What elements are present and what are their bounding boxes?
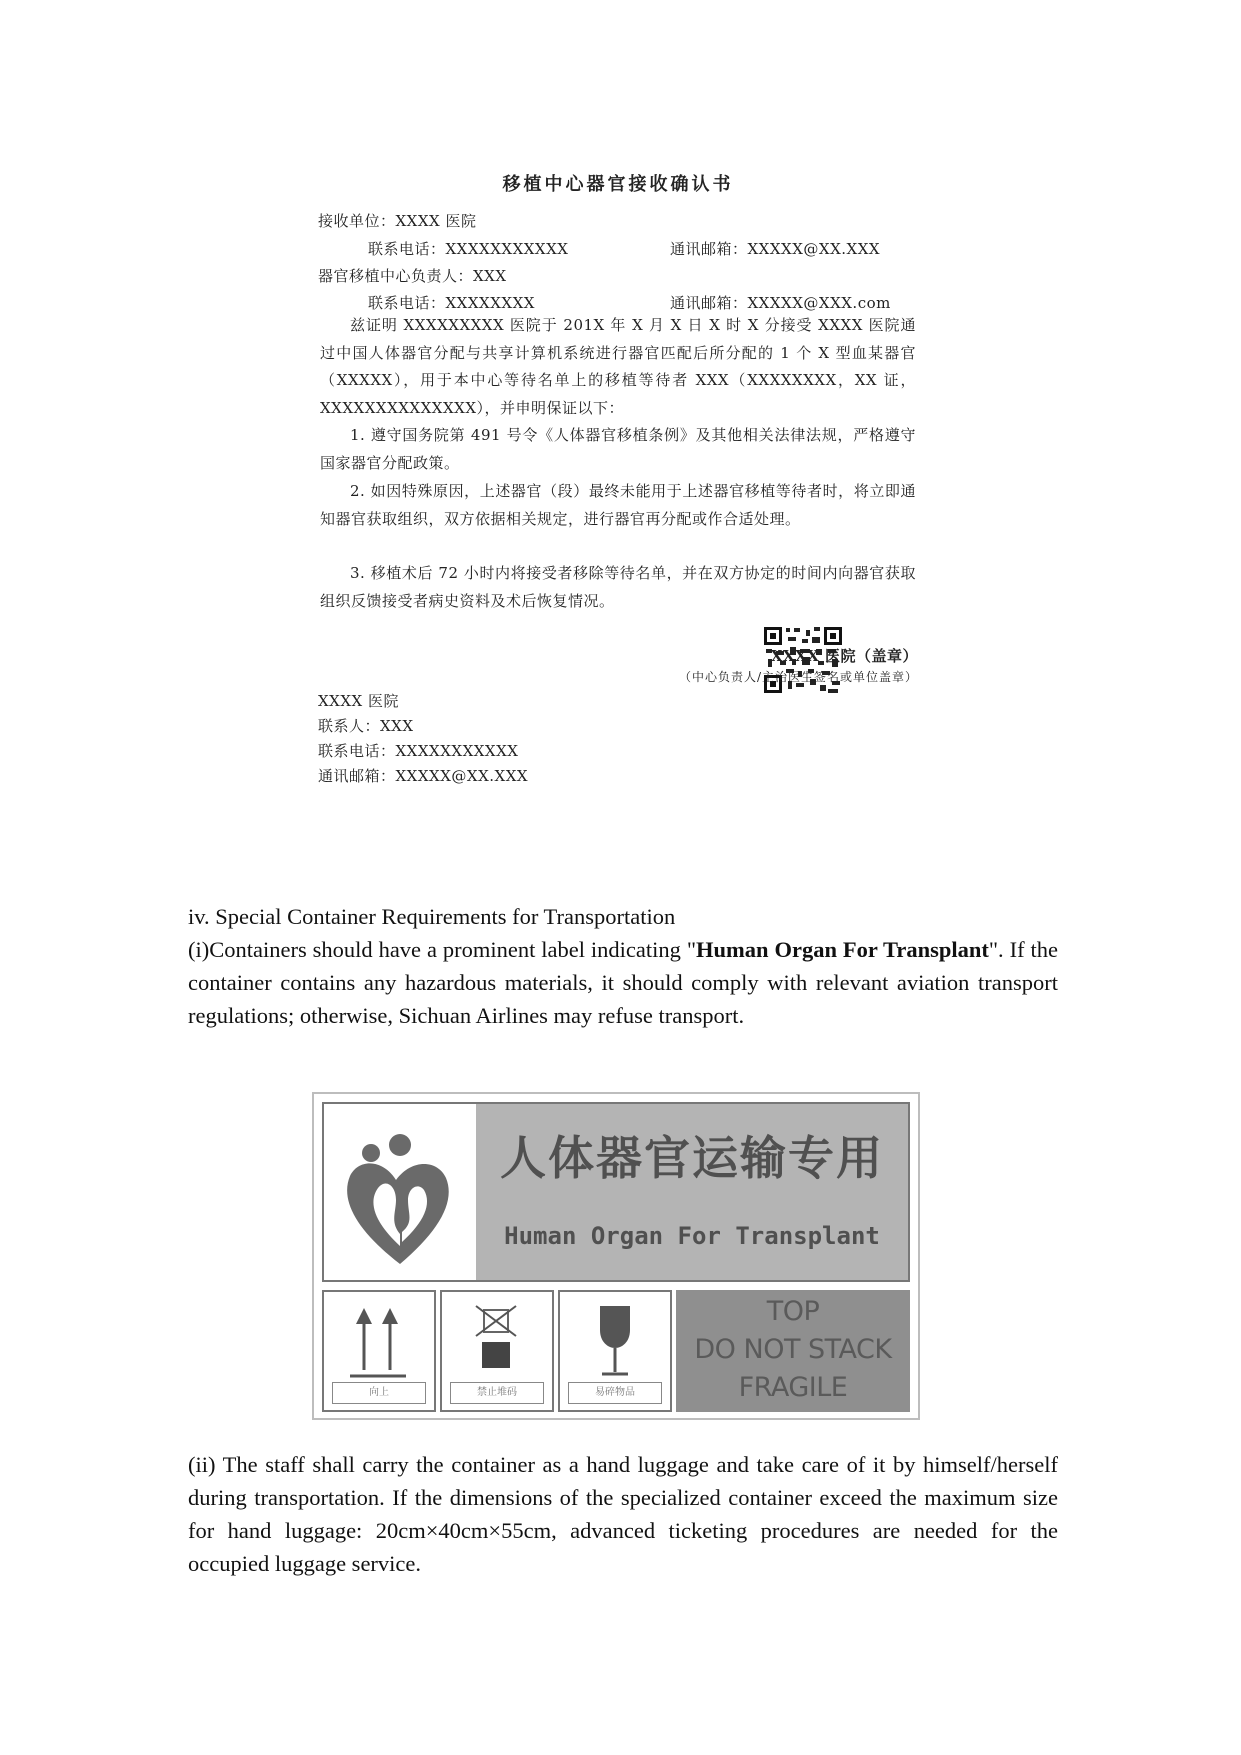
label-title-panel: [476, 1104, 908, 1280]
do-not-stack-icon: [442, 1296, 552, 1386]
center-contact: 联系电话：XXXXXXXX: [368, 294, 535, 312]
label-title-en: Human Organ For Transplant: [504, 1222, 880, 1250]
section-heading: iv. Special Container Requirements for Transportation: [188, 904, 676, 929]
footer-hospital: XXXX 医院: [318, 692, 399, 710]
organ-transport-label: [312, 1092, 920, 1420]
footer-phone: 联系电话：XXXXXXXXXXX: [318, 742, 519, 760]
certificate-intro: 兹证明 XXXXXXXXX 医院于 201X 年 X 月 X 日 X 时 X 分接受 XXXX 医院通过中国人体器官分配与共享计算机系统进行器官匹配后所分配的 1 个 X 型血某器官（XXXXX），用于本中心等待名单上的移植等待者 XXX（XXXXXXXX，XX 证，XXXXXXXXXXXXXX），并申明保证以下：: [320, 316, 916, 417]
seal-note: （中心负责人/主治医生签名或单位盖章）: [678, 670, 918, 684]
center-head: 器官移植中心负责人：XXX: [318, 267, 507, 285]
this-way-up-icon: [324, 1296, 434, 1386]
footer-email: 通讯邮箱：XXXXX@XX.XXX: [318, 767, 529, 785]
certificate-item-2: 2. 如因特殊原因，上述器官（段）最终未能用于上述器官移植等待者时，将立即通知器官获取组织，双方依据相关规定，进行器官再分配或作合适处理。: [320, 482, 916, 528]
certificate-item-3: 3. 移植术后 72 小时内将接受者移除等待名单，并在双方协定的时间内向器官获取组织反馈接受者病史资料及术后恢复情况。: [320, 564, 916, 610]
label-name-bold: Human Organ For Transplant: [696, 937, 989, 962]
symbol-fragile-caption: 易碎物品: [568, 1382, 662, 1404]
paragraph-ii: (ii) The staff shall carry the container as a hand luggage and take care of it by himself/herself during transportation. If the dimensions of the specialized container exceed the maximum size for hand luggage: 20cm×40cm×55cm, advanced ticketing procedures are needed for the occupied luggage service.: [188, 1452, 1058, 1576]
receiver-unit: 接收单位：XXXX 医院: [318, 212, 477, 230]
certificate-title: 移植中心器官接收确认书: [502, 174, 734, 195]
symbol-this-way-up: [322, 1290, 436, 1412]
handling-top: TOP: [766, 1296, 820, 1327]
symbol-fragile: [558, 1290, 672, 1412]
center-email: 通讯邮箱：XXXXX@XXX.com: [670, 294, 891, 312]
certificate-item-1: 1. 遵守国务院第 491 号令《人体器官移植条例》及其他相关法律法规，严格遵守国家器官分配政策。: [320, 426, 916, 472]
fragile-glass-icon: [560, 1296, 670, 1386]
footer-contact-person: 联系人：XXX: [318, 717, 414, 735]
symbol-this-way-up-caption: 向上: [332, 1382, 426, 1404]
paragraph-i: [188, 933, 1058, 1032]
logo-panel: [324, 1104, 478, 1280]
receiver-email: 通讯邮箱：XXXXX@XX.XXX: [670, 240, 881, 258]
label-header: [322, 1102, 910, 1282]
seal-label: XXXX 医院（盖章）: [770, 647, 918, 665]
symbol-do-not-stack-caption: 禁止堆码: [450, 1382, 544, 1404]
receiver-contact: 联系电话：XXXXXXXXXXX: [368, 240, 569, 258]
handling-do-not-stack: DO NOT STACK: [694, 1334, 892, 1365]
handling-fragile: FRAGILE: [738, 1372, 848, 1403]
organ-donation-logo-icon: [324, 1104, 476, 1280]
organ-receipt-certificate: [318, 160, 918, 880]
label-title-cn: 人体器官运输专用: [500, 1131, 884, 1185]
paragraph-i-end: ". If the container contains any hazardous materials, it should comply with relevant aviation transport regulations; otherwise, Sichuan Airlines may refuse transport.: [188, 937, 1058, 1028]
paragraph-i-start: (i)Containers should have a prominent label indicating ": [188, 937, 697, 962]
symbol-do-not-stack: [440, 1290, 554, 1412]
handling-instructions: [676, 1290, 910, 1412]
